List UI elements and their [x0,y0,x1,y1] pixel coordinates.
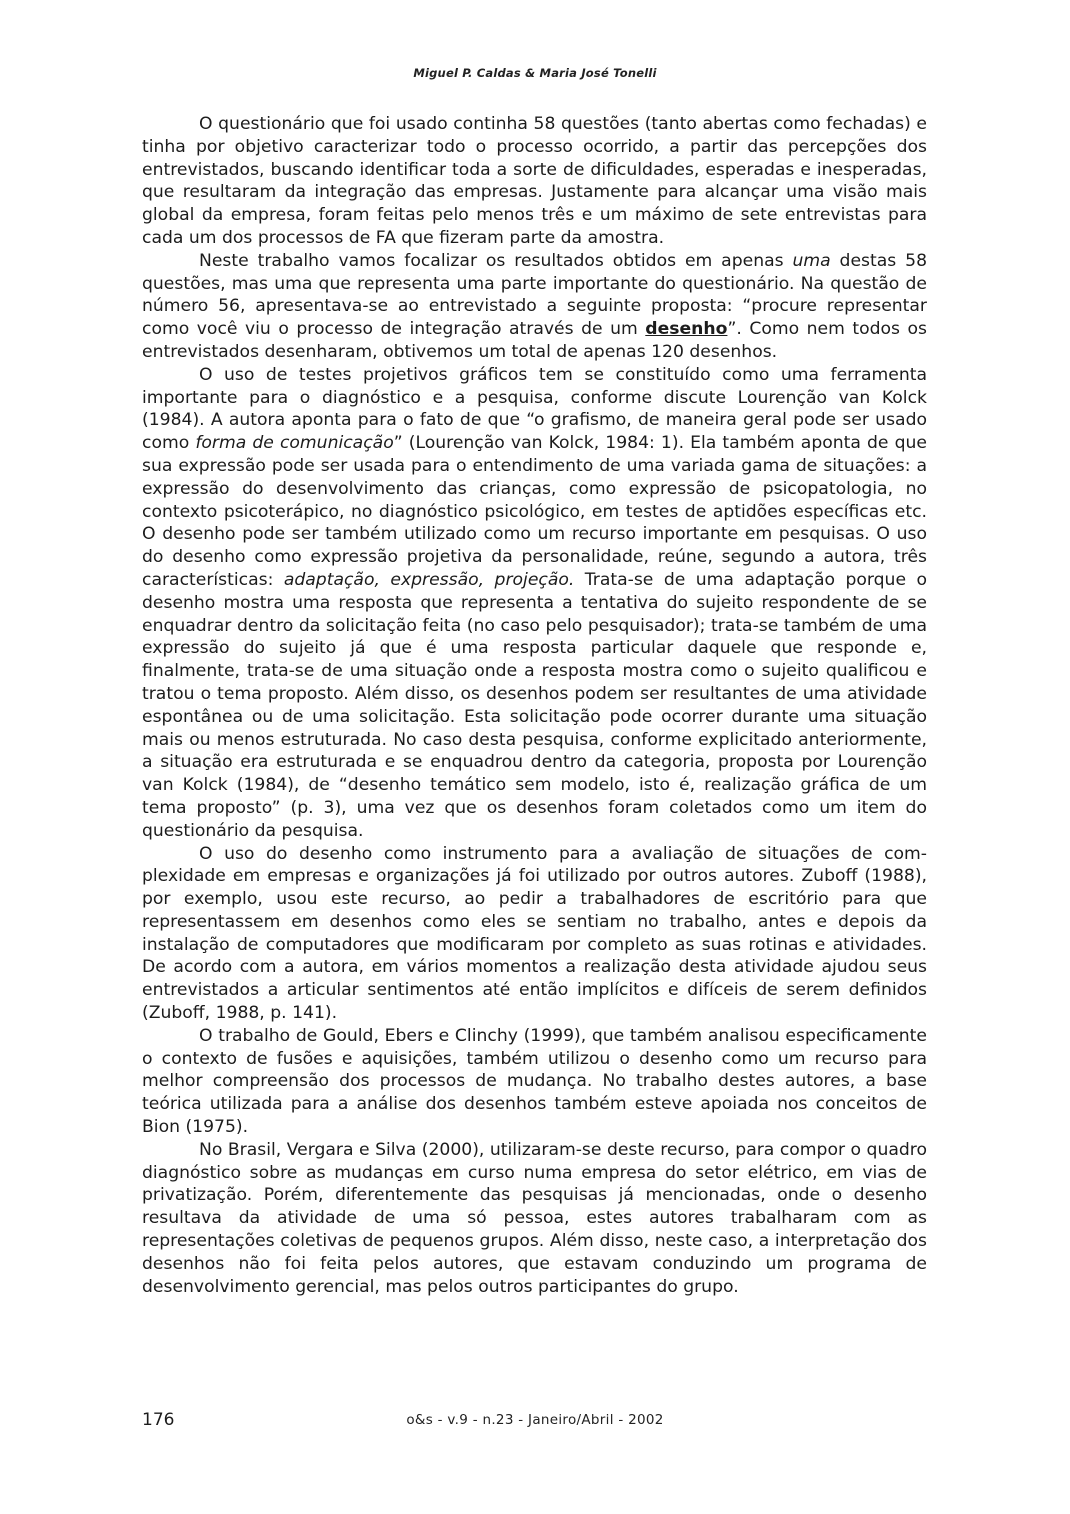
text-run: Trata-se de uma adaptação porque o desenho mostra uma resposta que representa a tentativa do sujeito respondente de se enquadrar dentro da solicitação feita (no caso pelo pesquisador); trata-se também de uma expressão do sujeito já que é uma resposta particular daquele que responde e, finalmente, trata-se de uma situação onde a resposta mostra como o sujeito qualificou e tratou o tema proposto. Além disso, os desenhos podem ser resultantes de uma atividade espontânea ou de uma solicitação. Esta solicitação pode ocorrer durante uma situação mais ou menos estruturada. No caso desta pesquisa, conforme explicitado anteriormente, a situação era estruturada e se enquadrou dentro da categoria, proposta por Lourenção van Kolck (1984), de “desenho temático sem modelo, isto é, realização gráfica de um tema proposto” (p. 3), uma vez que os desenhos foram coletados como um item do questionário da pesquisa. [142,569,927,841]
text-run: destas 58 questões, mas uma que representa uma parte importante do questionário. Na questão de número 56, apresentava-se ao entrevistado a seguinte proposta: “procure representar como você viu o processo de integração através de um [142,250,927,340]
emphasized-term: desenho [645,319,728,340]
page-number: 176 [142,1410,175,1430]
text-run: O uso de testes projetivos gráficos tem se constituído como uma ferramenta importante para o diagnóstico e a pesquisa, conforme discute Lourenção van Kolck (1984). A autora aponta para o fato de que “o grafismo, de maneira geral pode ser usado como [142,364,927,454]
italic-term: forma de comunicação [195,433,394,454]
paragraph-brasil: No Brasil, Vergara e Silva (2000), utilizaram-se deste recurso, para compor o quadro diagnóstico sobre as mudanças em curso numa empresa do setor elétrico, em vias de privatização. Porém, diferentemente das pesquisas já mencionadas, onde o desenho resultava da atividade de uma só pessoa, estes autores trabalharam com as representações coletivas de pequenos grupos. Além disso, neste caso, a interpretação dos desenhos não foi feita pelos autores, que estavam conduzindo um programa de desenvolvimento gerencial, mas pelos outros participantes do grupo. [142,1139,927,1297]
text-run: ” (Lourenção van Kolck, 1984: 1). Ela também aponta de que sua expressão pode ser usada para o entendimento de uma variada gama de situações: a expressão do desenvolvimento das crianças, como expressão de psicopatologia, no contexto psicoterápico, no diagnóstico psicológico, em testes de aptidões específicas etc. O desenho pode ser também utilizado como um recurso importante em pesquisas. O uso do desenho como expressão projetiva da personalidade, reúne, segundo a autora, três características: [142,433,927,590]
body-text [142,113,927,1298]
italic-term: uma [792,250,831,271]
journal-footer: o&s - v.9 - n.23 - Janeiro/Abril - 2002 [406,1412,664,1428]
text-run: Neste trabalho vamos focalizar os resultados obtidos em apenas [199,250,793,271]
paragraph-projective-tests [142,364,927,843]
text-run: ”. Como nem todos os entrevistados desenharam, obtivemos um total de apenas 120 desenhos. [142,319,928,362]
paragraph-gould: O trabalho de Gould, Ebers e Clinchy (1999), que também analisou especificamente o contexto de fusões e aquisições, também utilizou o desenho como um recurso para melhor compreensão dos processos de mudança. No trabalho destes autores, a base teórica utilizada para a análise dos desenhos também esteve apoiada nos conceitos de Bion (1975). [142,1025,927,1138]
italic-term: adaptação, expressão, projeção. [283,569,575,590]
paragraph-focus [142,250,927,364]
running-header: Miguel P. Caldas & Maria José Tonelli [413,66,657,80]
paragraph-questionnaire: O questionário que foi usado continha 58 questões (tanto abertas como fechadas) e tinha por objetivo caracterizar todo o processo ocorrido, a partir das percepções dos entrevistados, buscando identificar toda a sorte de dificuldades, esperadas e inesperadas, que resultaram da integração das empresas. Justamente para alcançar uma visão mais global da empresa, foram feitas pelo menos três e um máximo de sete entrevistas para cada um dos processos de FA que fizeram parte da amostra. [142,114,927,248]
paragraph-zuboff: O uso do desenho como instrumento para a avaliação de situações de complexidade em empresas e organizações já foi utilizado por outros autores. Zuboff (1988), por exemplo, usou este recurso, ao pedir a trabalhadores de escritório para que representassem em desenhos como eles se sentiam no trabalho, antes e depois da instalação de computadores que modificaram por completo as suas rotinas e atividades. De acordo com a autora, em vários momentos a realização desta atividade ajudou seus entrevistados a articular sentimentos até então implícitos e difíceis de serem definidos (Zuboff, 1988, p. 141). [142,843,927,1024]
